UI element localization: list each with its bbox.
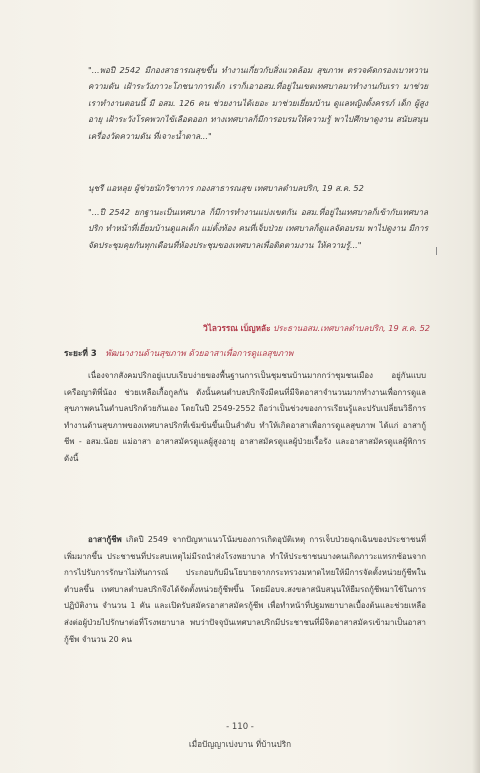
quote-1-text: "...พอปี 2542 มีกองสาธารณสุขขึ้น ทำงานเกี่ยวกับสิ่งแวดล้อม สุขภาพ ตรวจคัดกรองเบาหวาน ความดัน เฝ้าระวังภาวะโภชนาการเด็ก เราก็เอาอสม.ที่อยู่ในเขตเทศบาลมาทำงานกับเรา มาช่วยเราทำงานตอนนี้ มี อสม. 126 คน ช่วยงานได้เยอะ มาช่วยเยี่ยมบ้าน ดูแลหญิงตั้งครรภ์ เด็ก ผู้สูงอายุ เฝ้าระวังโรคพวกไข้เลือดออก ทางเทศบาลก็มีการอบรมให้ความรู้ พาไปศึกษาดูงาน สนับสนุนเครื่องวัดความดัน ที่เจาะน้ำตาล..." xyxy=(88,65,428,141)
quote-2-attribution-name: วิไลวรรณ เบ็ญหลัะ xyxy=(203,323,271,333)
interview-quote-1 xyxy=(88,62,428,144)
phase-title: พัฒนางานด้านสุขภาพ ด้วยอาสาเพื่อการดูแลสุขภาพ xyxy=(105,348,294,358)
quote-2-attribution xyxy=(88,321,430,335)
page-number: - 110 - xyxy=(226,722,254,732)
quote-1-attribution: นุชรี แอหลุย ผู้ช่วยนักวิชาการ กองสาธารณสุข เทศบาลตำบลปริก, 19 ส.ค. 52 xyxy=(88,183,364,193)
paragraph-2-lead: อาสากู้ชีพ xyxy=(88,535,122,544)
paragraph-1-text: เนื่องจากสังคมปริกอยู่แบบเรียบง่ายของพื้นฐานการเป็นชุมชนบ้านมากกว่าชุมชนเมือง อยู่กันแบบเครือญาติพี่น้อง ช่วยเหลือเกื้อกูลกัน ดังนั้นคนตำบลปริกจึงมีคนที่มีจิตอาสาจำนวนมากทำงานเพื่อการดูแลสุขภาพคนในตำบลปริกด้วยกันเอง โดยในปี 2549-2552 ถือว่าเป็นช่วงของการเรียนรู้และปรับเปลี่ยนวิธีการทำงานด้านสุขภาพของเทศบาลปริกที่เข้มข้นขึ้นเป็นลำดับ ทำให้เกิดอาสาเพื่อการดูแลสุขภาพ ได้แก่ อาสากู้ชีพ - อสม.น้อย แม่อาสา อาสาสมัครดูแลผู้สูงอายุ อาสาสมัครดูแลผู้ป่วยเรื้อรัง และอาสาสมัครดูแลผู้พิการ ดังนี้ xyxy=(64,371,426,463)
paragraph-2 xyxy=(64,532,426,648)
interview-quote-2 xyxy=(88,204,428,253)
body-paragraph-1 xyxy=(64,368,426,468)
quote-2-attribution-role: ประธานอสม.เทศบาลตำบลปริก, 19 ส.ค. 52 xyxy=(273,323,430,333)
quote-2-text: "...ปี 2542 ยกฐานะเป็นเทศบาล ก็มีการทำงานแบ่งเขตกัน อสม.ที่อยู่ในเทศบาลก็เข้ากับเทศบาลปริก ทำหน้าที่เยี่ยมบ้านดูแลเด็ก แม่ตั้งท้อง คนที่เจ็บป่วย เทศบาลก็ดูแลจัดอบรม พาไปดูงาน มีการจัดประชุมคุยกันทุกเดือนที่ห้องประชุมของเทศบาลเพื่อติดตามงาน ให้ความรู้..." xyxy=(88,207,428,250)
book-title-footer: เมื่อปัญญาเบ่งบาน ที่บ้านปริก xyxy=(188,739,292,749)
body-paragraph-2 xyxy=(64,532,426,648)
page-edge-shadow xyxy=(472,0,480,773)
section-heading xyxy=(64,346,424,360)
margin-tick-mark xyxy=(436,247,437,255)
paragraph-2-text: เกิดปี 2549 จากปัญหาแนวโน้มของการเกิดอุบัติเหตุ การเจ็บป่วยฉุกเฉินของประชาชนที่เพิ่มมากขึ้น ประชาชนที่ประสบเหตุไม่มีรถนำส่งโรงพยาบาล ทำให้ประชาชนบางคนเกิดภาวะแทรกซ้อนจากการไปรับการรักษาไม่ทันการณ์ ประกอบกับมีนโยบายจากกระทรวงมหาดไทยให้มีการจัดตั้งหน่วยกู้ชีพในตำบลขึ้น เทศบาลตำบลปริกจึงได้จัดตั้งหน่วยกู้ชีพขึ้น โดยมีอบจ.สงขลาสนับสนุนให้ยืมรถกู้ชีพมาใช้ในการปฏิบัติงาน จำนวน 1 คัน และเปิดรับสมัครอาสาสมัครกู้ชีพ เพื่อทำหน้าที่ปฐมพยาบาลเบื้องต้นและช่วยเหลือส่งต่อผู้ป่วยไปรักษาต่อที่โรงพยาบาล พบว่าปัจจุบันเทศบาลปริกมีประชาชนที่มีจิตอาสาสมัครเข้ามาเป็นอาสากู้ชีพ จำนวน 20 คน xyxy=(64,535,426,644)
phase-label: ระยะที่ 3 xyxy=(64,348,97,358)
